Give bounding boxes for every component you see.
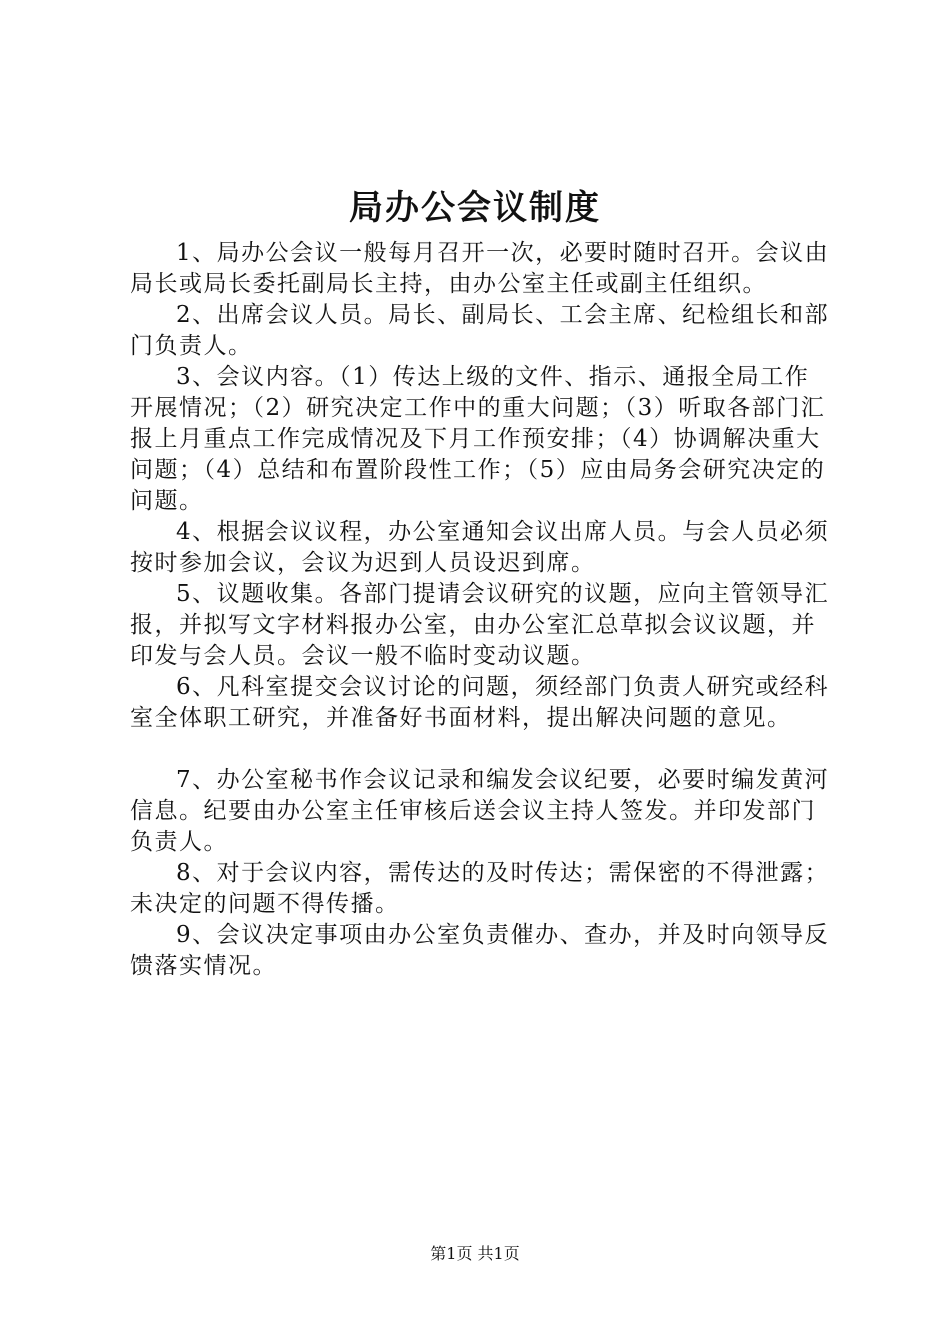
paragraph-6: 6、凡科室提交会议讨论的问题，须经部门负责人研究或经科室全体职工研究，并准备好书面材料，提出解决问题的意见。 <box>130 674 830 731</box>
paragraph-8: 8、对于会议内容，需传达的及时传达；需保密的不得泄露；未决定的问题不得传播。 <box>130 860 830 917</box>
paragraph-5: 5、议题收集。各部门提请会议研究的议题，应向主管领导汇报，并拟写文字材料报办公室，由办公室汇总草拟会议议题，并印发与会人员。会议一般不临时变动议题。 <box>130 581 830 669</box>
paragraph-4: 4、根据会议议程，办公室通知会议出席人员。与会人员必须按时参加会议，会议为迟到人员设迟到席。 <box>130 519 830 576</box>
paragraph-1: 1、局办公会议一般每月召开一次，必要时随时召开。会议由局长或局长委托副局长主持，由办公室主任或副主任组织。 <box>130 240 830 297</box>
document-title: 局办公会议制度 <box>349 188 601 228</box>
paragraph-7: 7、办公室秘书作会议记录和编发会议纪要，必要时编发黄河信息。纪要由办公室主任审核后送会议主持人签发。并印发部门负责人。 <box>130 767 830 855</box>
paragraph-9: 9、会议决定事项由办公室负责催办、查办，并及时向领导反馈落实情况。 <box>130 922 830 979</box>
document-body <box>130 238 830 982</box>
paragraph-2: 2、出席会议人员。局长、副局长、工会主席、纪检组长和部门负责人。 <box>130 302 830 359</box>
page-footer: 第1页 共1页 <box>430 1244 520 1263</box>
paragraph-3: 3、会议内容。（1）传达上级的文件、指示、通报全局工作开展情况；（2）研究决定工作中的重大问题；（3）听取各部门汇报上月重点工作完成情况及下月工作预安排；（4）协调解决重大问题；（4）总结和布置阶段性工作；（5）应由局务会研究决定的问题。 <box>130 364 826 514</box>
